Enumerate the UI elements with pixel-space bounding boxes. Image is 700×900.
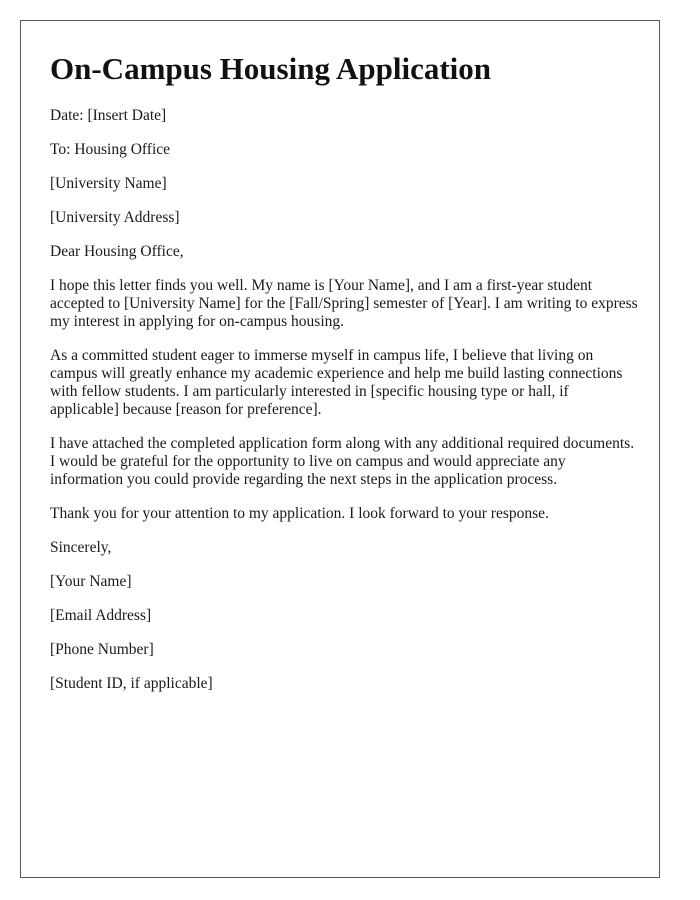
recipient-to-line: To: Housing Office — [50, 141, 171, 158]
body-paragraph-intro: I hope this letter finds you well. My name is [Your Name], and I am a first-year student accepted to [University Name] for the [Fall/Spring] semester of [Year]. I am writing to express my interest in applying for on-campus housing. — [50, 277, 638, 330]
signature-student-id: [Student ID, if applicable] — [50, 675, 213, 692]
recipient-university-address: [University Address] — [50, 209, 180, 226]
letter-title: On-Campus Housing Application — [50, 51, 492, 86]
body-paragraph-attachments: I have attached the completed application form along with any additional required documents. I would be grateful for the opportunity to live on campus and would appreciate any information you could provide regarding the next steps in the application process. — [50, 435, 635, 488]
recipient-university-name: [University Name] — [50, 175, 167, 192]
closing: Sincerely, — [50, 539, 112, 556]
signature-name: [Your Name] — [50, 573, 132, 590]
date-line: Date: [Insert Date] — [50, 107, 167, 124]
body-paragraph-thanks: Thank you for your attention to my application. I look forward to your response. — [50, 505, 549, 522]
signature-email: [Email Address] — [50, 607, 152, 624]
signature-phone: [Phone Number] — [50, 641, 154, 658]
salutation: Dear Housing Office, — [50, 243, 184, 260]
letter-content — [50, 51, 640, 709]
body-paragraph-motivation: As a committed student eager to immerse myself in campus life, I believe that living on campus will greatly enhance my academic experience and help me build lasting connections with fellow students. I am particularly interested in [specific housing type or hall, if applicable] because [reason for preference]. — [50, 347, 623, 418]
letter-page — [20, 20, 660, 878]
